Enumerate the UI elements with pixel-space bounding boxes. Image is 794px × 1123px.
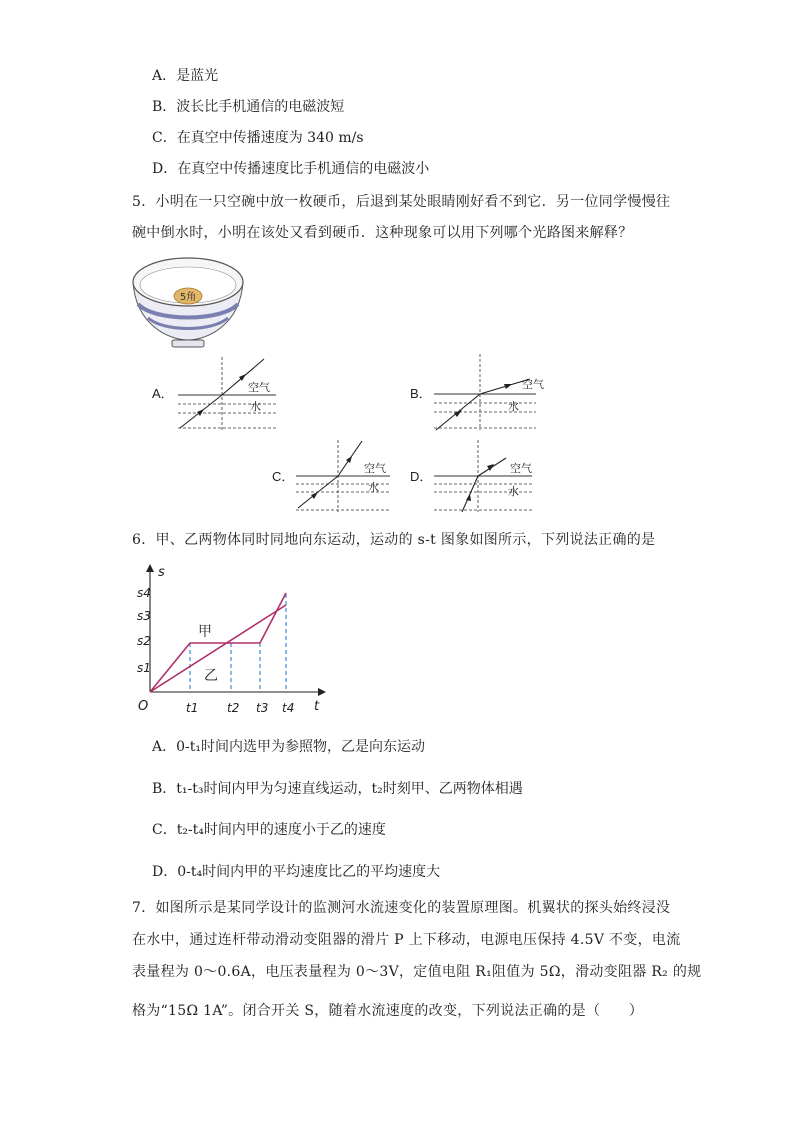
air-label: 空气 [364,462,386,475]
q7-stem-line3: 表量程为 0～0.6A，电压表量程为 0～3V，定值电阻 R₁阻值为 5Ω，滑动变阻器 R₂ 的规 [132,964,702,980]
water-label: 水 [368,481,379,494]
q4-option-c: C．在真空中传播速度为 340 m/s [152,130,364,146]
x-axis-label: t [314,699,320,714]
q6-option-d: D．0-t₄时间内甲的平均速度比乙的平均速度大 [152,864,441,880]
q6-option-c: C．t₂-t₄时间内甲的速度小于乙的速度 [152,822,386,838]
bowl-with-coin-figure [130,256,246,348]
q6-option-b: B．t₁-t₃时间内甲为匀速直线运动，t₂时刻甲、乙两物体相遇 [152,781,523,797]
x-tick-t2: t2 [227,701,240,715]
q4-option-d: D．在真空中传播速度比手机通信的电磁波小 [152,161,430,177]
q7-stem-line4: 格为“15Ω 1A”。闭合开关 S，随着水流速度的改变，下列说法正确的是（ ） [132,1003,644,1019]
q5-option-a-label: A． [152,386,174,401]
air-label: 空气 [522,378,544,391]
water-label: 水 [508,400,519,413]
q4-option-b: B．波长比手机通信的电磁波短 [152,99,345,115]
x-tick-t1: t1 [186,701,199,715]
q5-option-a-diagram [176,355,286,433]
q5-option-d-diagram [432,438,544,514]
q5-stem-line1: 5．小明在一只空碗中放一枚硬币，后退到某处眼睛刚好看不到它．另一位同学慢慢往 [132,194,671,210]
label-yi: 乙 [204,668,218,684]
line-yi [150,605,286,692]
coin-label: 5角 [179,292,197,303]
origin-label: O [138,699,149,714]
water-label: 水 [250,400,261,413]
q5-option-c-diagram [294,438,398,514]
x-tick-t3: t3 [256,701,269,715]
q6-option-a: A．0-t₁时间内选甲为参照物，乙是向东运动 [152,739,425,755]
label-jia: 甲 [198,624,212,640]
q7-stem-line2: 在水中，通过连杆带动滑动变阻器的滑片 P 上下移动，电源电压保持 4.5V 不变，电流 [132,932,681,948]
air-label: 空气 [248,381,270,394]
water-label: 水 [508,485,519,498]
q5-option-d-label: D． [410,469,433,484]
y-tick-s4: s4 [137,586,151,600]
y-tick-s3: s3 [137,609,151,623]
q5-stem-line2: 碗中倒水时，小明在该处又看到硬币．这种现象可以用下列哪个光路图来解释？ [132,225,633,241]
q7-stem-line1: 7．如图所示是某同学设计的监测河水流速变化的装置原理图。机翼状的探头始终浸没 [132,900,671,916]
q4-option-a: A．是蓝光 [152,68,219,84]
q6-stem: 6．甲、乙两物体同时同地向东运动，运动的 s-t 图象如图所示，下列说法正确的是 [132,532,656,548]
q5-option-b-label: B． [410,386,432,401]
line-jia [150,593,286,692]
q5-option-c-label: C． [272,469,295,484]
air-label: 空气 [510,462,532,475]
y-tick-s1: s1 [137,661,151,675]
y-axis-label: s [158,565,165,580]
y-tick-s2: s2 [137,634,151,648]
x-tick-t4: t4 [282,701,295,715]
q5-option-b-diagram [432,352,544,432]
s-t-graph [128,560,334,720]
